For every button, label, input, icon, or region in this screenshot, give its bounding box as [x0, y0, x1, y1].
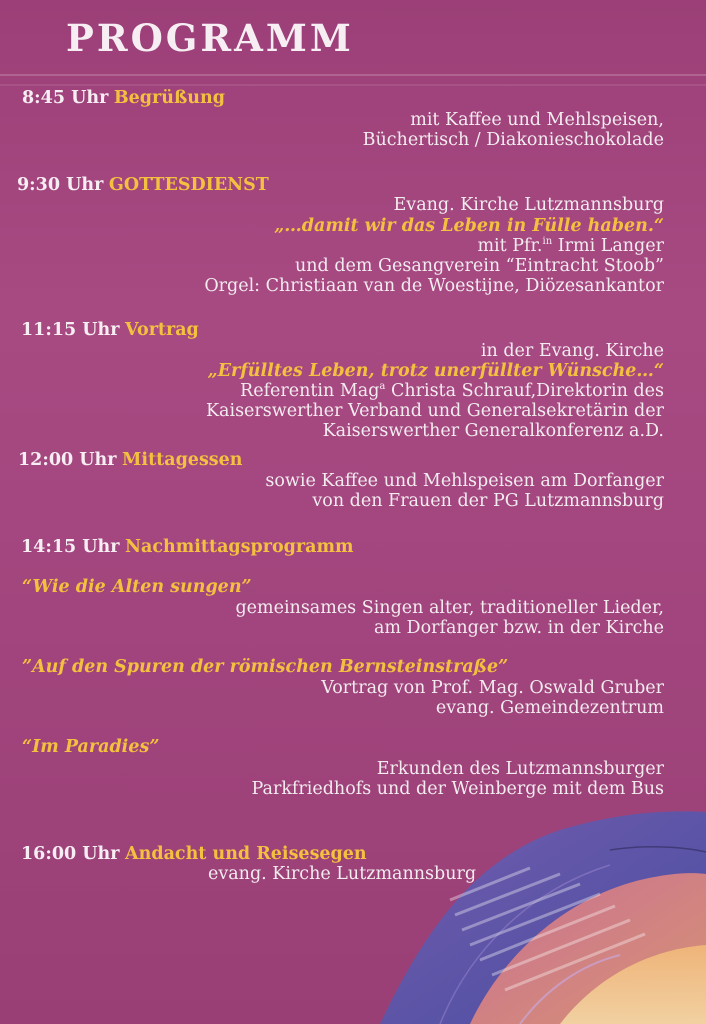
pastor-prefix: mit Pfr. [477, 236, 543, 256]
event-detail: Parkfriedhofs und der Weinberge mit dem Bus [251, 779, 664, 799]
event-detail: Erkunden des Lutzmannsburger [376, 759, 664, 779]
event-detail: gemeinsames Singen alter, traditioneller Lieder, [235, 598, 664, 618]
event-heading: GOTTESDIENST [108, 175, 269, 195]
schedule-item-begruessung [22, 88, 225, 109]
event-detail: sowie Kaffee und Mehlspeisen am Dorfanger [265, 471, 664, 491]
schedule-item-andacht [21, 844, 367, 865]
event-detail: Evang. Kirche Lutzmannsburg [393, 195, 664, 215]
event-heading: Begrüßung [113, 88, 225, 108]
event-detail: von den Frauen der PG Lutzmannsburg [312, 491, 664, 511]
speaker-name: Christa Schrauf,Direktorin des [385, 381, 664, 401]
event-detail: Kaiserswerther Generalkonferenz a.D. [322, 421, 664, 441]
event-detail: evang. Gemeindezentrum [435, 698, 664, 718]
event-heading: Mittagessen [122, 450, 243, 470]
event-detail: mit Kaffee und Mehlspeisen, [410, 110, 664, 130]
page-title: PROGRAMM [66, 16, 354, 60]
event-detail: am Dorfanger bzw. in der Kirche [373, 618, 664, 638]
event-quote: „Erfülltes Leben, trotz unerfüllter Wünsche…“ [207, 361, 664, 381]
event-detail: Büchertisch / Diakonieschokolade [362, 130, 664, 150]
pastor-name: Irmi Langer [552, 236, 664, 256]
event-detail: in der Evang. Kirche [480, 341, 664, 361]
schedule-item-gottesdienst [17, 175, 269, 196]
time-label: 11:15 Uhr [21, 320, 120, 340]
event-detail [240, 381, 664, 402]
time-label: 14:15 Uhr [21, 537, 120, 557]
time-label: 12:00 Uhr [18, 450, 117, 470]
event-detail: evang. Kirche Lutzmannsburg [208, 864, 477, 884]
time-label: 8:45 Uhr [22, 88, 109, 108]
event-detail [477, 236, 664, 257]
sub-event-heading: “Wie die Alten sungen” [22, 577, 252, 597]
pastor-superscript: in [542, 236, 553, 248]
event-heading: Vortrag [125, 320, 199, 340]
schedule-item-mittagessen [18, 450, 243, 471]
event-quote: „…damit wir das Leben in Fülle haben.“ [274, 216, 664, 236]
schedule-item-nachmittag [21, 537, 353, 558]
event-detail: Kaiserswerther Verband und Generalsekretärin der [205, 401, 664, 421]
speaker-superscript: a [379, 381, 386, 393]
sub-event-heading: ”Auf den Spuren der römischen Bernsteinstraße” [22, 657, 509, 677]
event-heading: Andacht und Reisesegen [125, 844, 367, 864]
time-label: 16:00 Uhr [21, 844, 120, 864]
event-detail: Vortrag von Prof. Mag. Oswald Gruber [321, 678, 664, 698]
event-heading: Nachmittagsprogramm [125, 537, 354, 557]
event-detail: Orgel: Christiaan van de Woestijne, Diözesankantor [204, 276, 664, 296]
time-label: 9:30 Uhr [17, 175, 104, 195]
sub-event-heading: “Im Paradies” [22, 737, 160, 757]
schedule-item-vortrag [21, 320, 199, 341]
speaker-prefix: Referentin Mag [240, 381, 380, 401]
event-detail: und dem Gesangverein “Eintracht Stoob” [295, 256, 664, 276]
